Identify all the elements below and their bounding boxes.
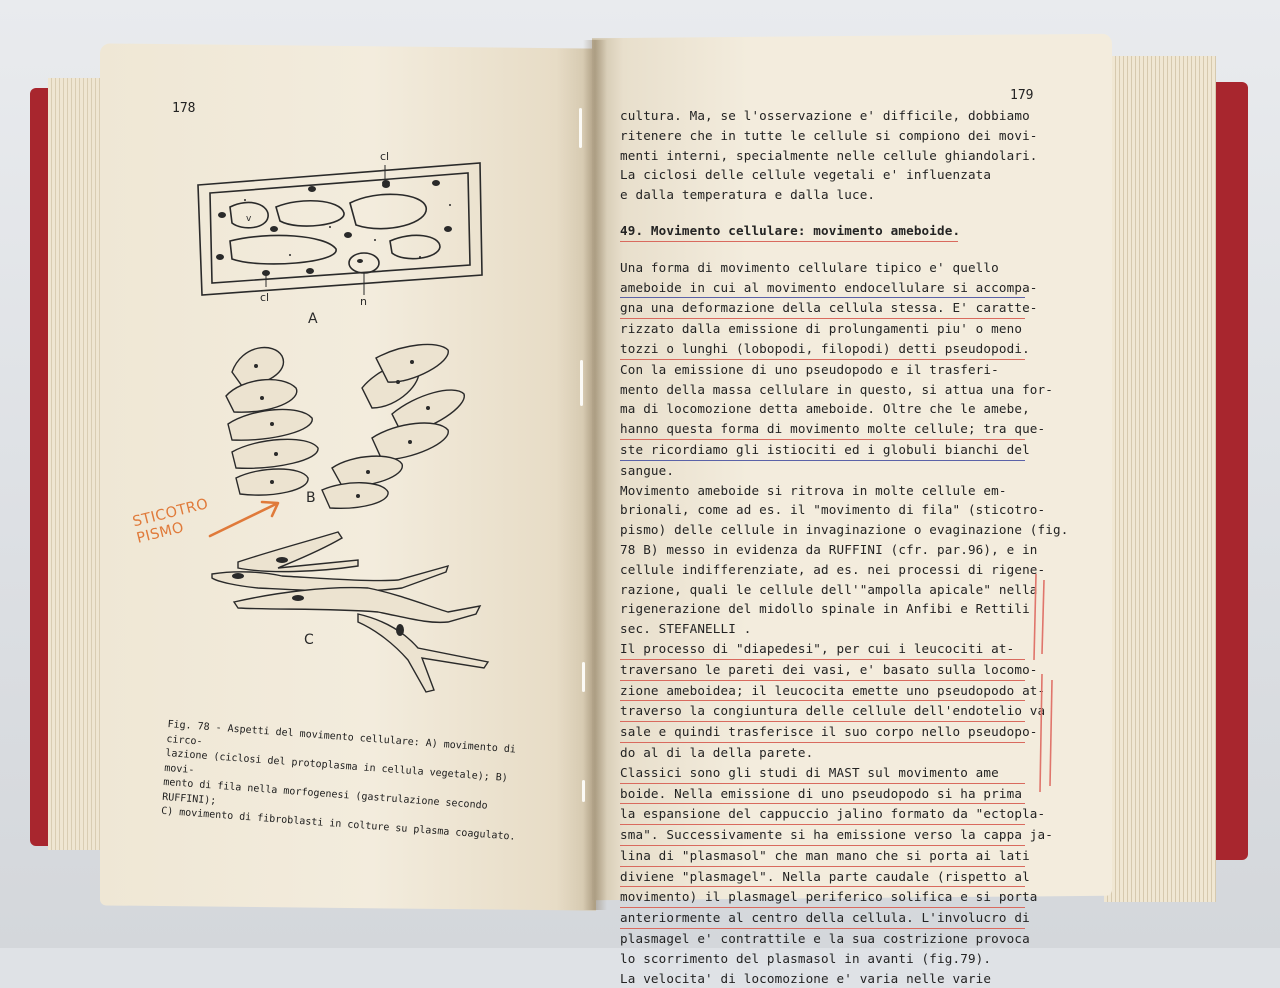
text-line: ameboide in cui al movimento endocellulare si accompa-: [620, 278, 1025, 299]
right-page-number: 179: [1010, 88, 1034, 103]
text-line: brionali, come ad es. il "movimento di fila" (sticotro-: [620, 502, 1046, 518]
text-line: gna una deformazione della cellula stessa. E' caratte-: [620, 298, 1025, 319]
text-line: sec. STEFANELLI .: [620, 621, 752, 637]
text-line: rigenerazione del midollo spinale in Anfibi e Rettili: [620, 601, 1030, 617]
section-heading: 49. Movimento cellulare: movimento ameboide.: [620, 221, 958, 242]
text-line: do al di la della parete.: [620, 744, 814, 760]
text-line: sangue.: [620, 462, 675, 478]
binding-thread: [579, 108, 582, 148]
text-line: tozzi o lunghi (lobopodi, filopodi) detti pseudopodi.: [620, 339, 1025, 360]
binding-thread: [580, 360, 583, 406]
figure-b-cell-rows: [212, 338, 482, 516]
left-page-number: 178: [172, 101, 196, 116]
text-line: traversano le pareti dei vasi, e' basato sulla locomo-: [620, 660, 1025, 681]
text-line: lina di "plasmasol" che man mano che si porta ai lati: [620, 846, 1025, 867]
text-line: e dalla temperatura e dalla luce.: [620, 187, 876, 203]
text-line: sale e quindi trasferisce il suo corpo nello pseudopo-: [620, 722, 1025, 743]
page-edges-right: [1104, 56, 1216, 902]
text-line: boide. Nella emissione di uno pseudopodo si ha prima: [620, 784, 1025, 805]
text-line: Il processo di "diapedesi", per cui i leucociti at-: [620, 639, 1025, 660]
text-line: mento della massa cellulare in questo, si attua una for-: [620, 381, 1053, 397]
figure-a-plant-cell: [190, 145, 490, 335]
text-line: la espansione del cappuccio jalino formato da "ectopla-: [620, 804, 1025, 825]
figure-caption: Fig. 78 - Aspetti del movimento cellulare: A) movimento di circo- lazione (ciclosi del protoplasma in cellula vegetale); B) movi- mento di fila nella morfogenesi (gastrulazione secondo RUFFINI); C) movimento di fibroblasti in colture su plasma coagulato.: [160, 718, 517, 843]
book-gutter: [583, 40, 607, 910]
text-line: diviene "plasmagel". Nella parte caudale (rispetto al: [620, 867, 1025, 888]
spacer: [620, 205, 1040, 221]
spacer: [620, 242, 1040, 258]
label-n: n: [360, 295, 367, 308]
handwritten-note: STICOTRO PISMO: [131, 496, 211, 547]
orange-arrow-annotation: [206, 496, 288, 542]
text-line: traverso la congiuntura delle cellule dell'endotelio va: [620, 701, 1025, 722]
text-line: rizzato dalla emissione di prolungamenti piu' o meno: [620, 321, 1023, 337]
label-v: v: [246, 214, 252, 224]
text-line: Una forma di movimento cellulare tipico e' quello: [620, 259, 999, 275]
text-line: hanno questa forma di movimento molte cellule; tra que-: [620, 419, 1025, 440]
text-line: pismo) delle cellule in invaginazione o evaginazione (fig.: [620, 522, 1069, 538]
label-c: C: [304, 632, 314, 648]
text-line: razione, quali le cellule dell'"ampolla apicale" nella: [620, 581, 1038, 597]
text-line: anteriormente al centro della cellula. L'involucro di: [620, 908, 1025, 929]
text-line: plasmagel e' contrattile e la sua costrizione provoca: [620, 931, 1030, 947]
text-line: La velocita' di locomozione e' varia nelle varie: [620, 970, 992, 986]
label-cl-bottom: cl: [260, 291, 270, 304]
label-b: B: [306, 490, 316, 506]
binding-thread: [582, 780, 585, 802]
text-line: 78 B) messo in evidenza da RUFFINI (cfr. par.96), e in: [620, 541, 1038, 557]
text-line: menti interni, specialmente nelle cellule ghiandolari.: [620, 147, 1038, 163]
margin-highlight-marks: [1028, 570, 1064, 800]
text-line: Con la emissione di uno pseudopodo e il trasferi-: [620, 361, 999, 377]
label-cl-top: cl: [380, 150, 390, 163]
figure-c-fibroblasts: [208, 522, 498, 700]
text-line: cultura. Ma, se l'osservazione e' difficile, dobbiamo: [620, 108, 1030, 123]
text-line: ma di locomozione detta ameboide. Oltre che le amebe,: [620, 401, 1030, 417]
text-line: cellule indifferenziate, ad es. nei processi di rigene-: [620, 561, 1046, 577]
text-line: zione ameboidea; il leucocita emette uno pseudopodo at-: [620, 681, 1025, 702]
right-page-text: [620, 106, 1069, 988]
text-line: lo scorrimento del plasmasol in avanti (fig.79).: [620, 950, 992, 966]
label-a: A: [308, 311, 318, 327]
text-line: ritenere che in tutte le cellule si compiono dei movi-: [620, 127, 1038, 143]
text-line: movimento) il plasmagel periferico solifica e si porta: [620, 887, 1025, 908]
text-line: sma". Successivamente si ha emissione verso la cappa ja-: [620, 825, 1025, 846]
text-line: Classici sono gli studi di MAST sul movimento ame: [620, 763, 1025, 784]
text-line: Movimento ameboide si ritrova in molte cellule em-: [620, 482, 1007, 498]
text-line: ste ricordiamo gli istiociti ed i globuli bianchi del: [620, 440, 1025, 461]
text-line: La ciclosi delle cellule vegetali e' influenzata: [620, 167, 992, 183]
binding-thread: [582, 662, 585, 692]
